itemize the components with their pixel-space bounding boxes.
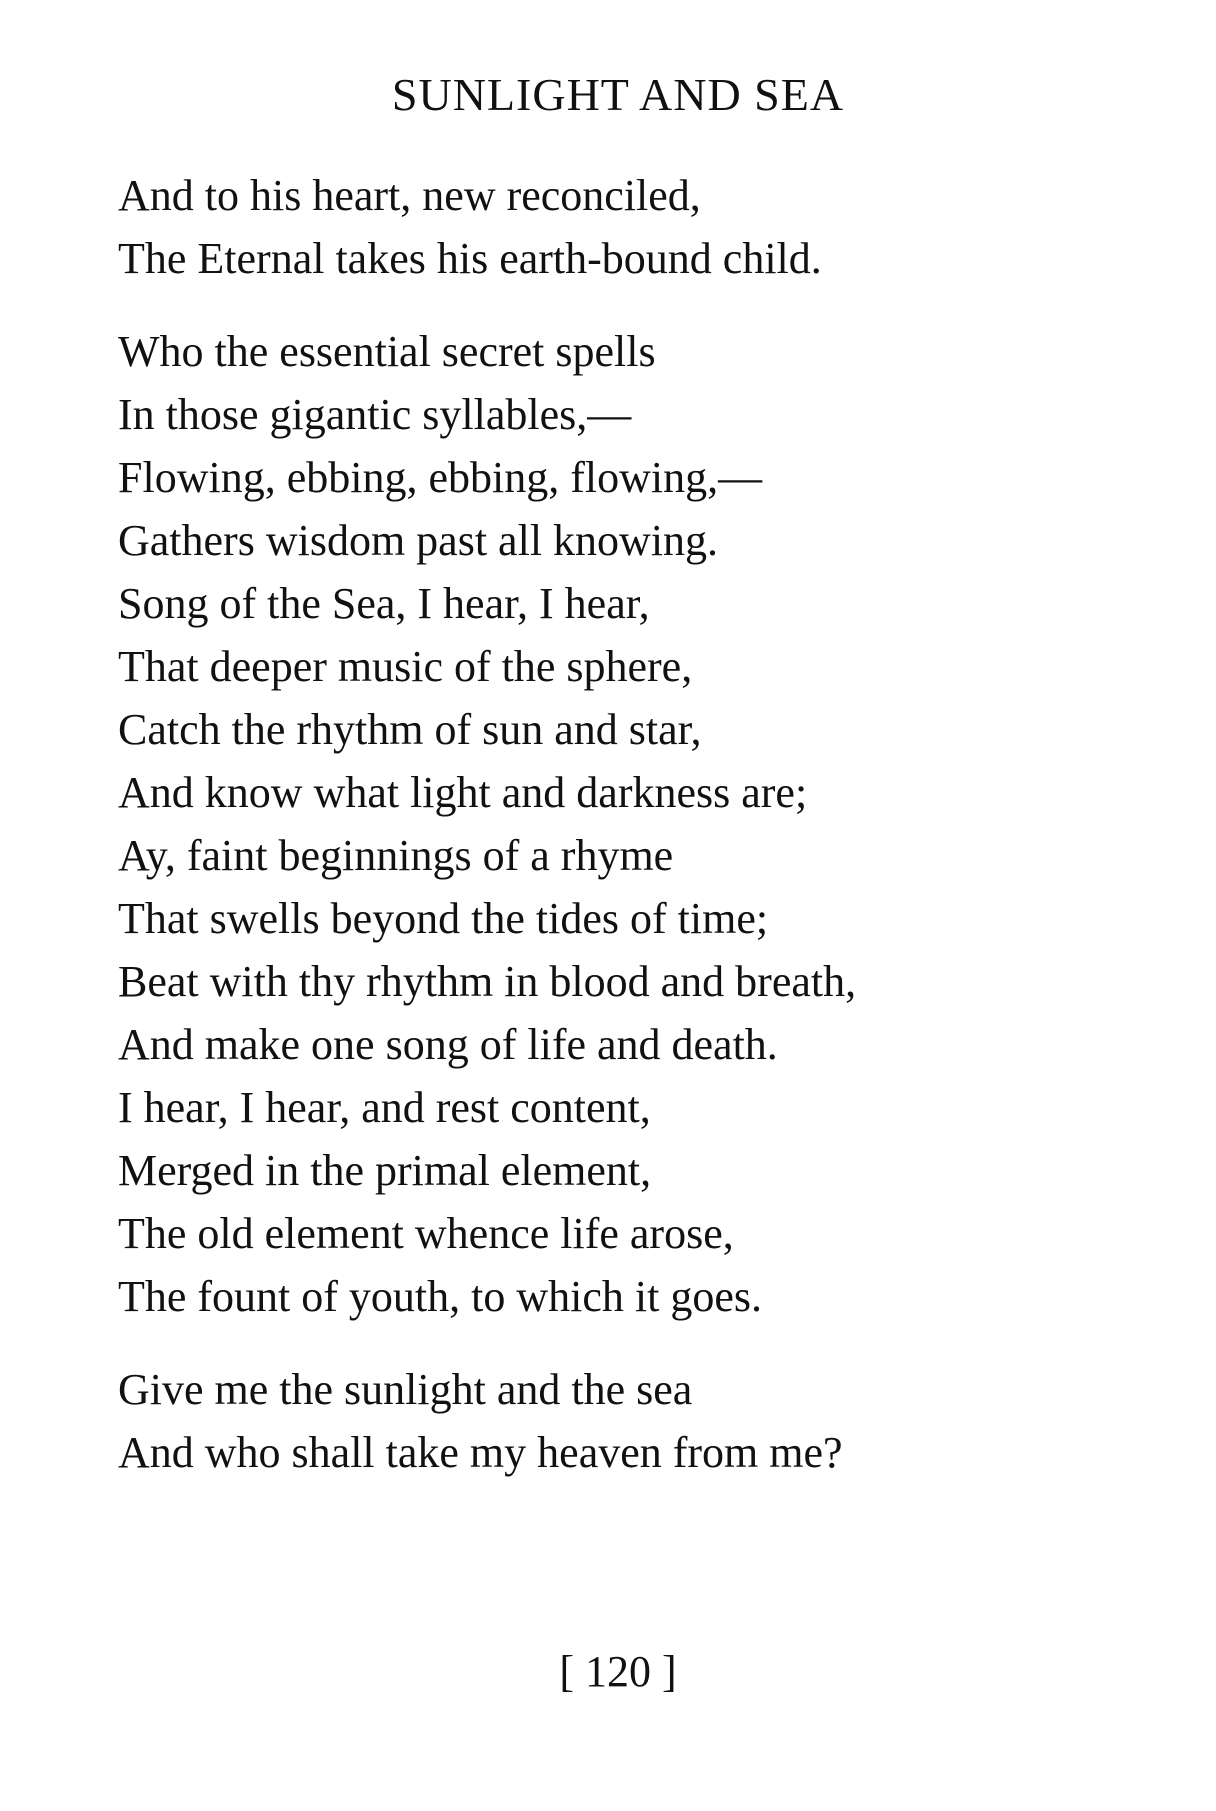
poem-line: Beat with thy rhythm in blood and breath, [118, 957, 857, 1006]
poem-line: In those gigantic syllables,— [118, 390, 632, 439]
poem-line: The Eternal takes his earth-bound child. [118, 234, 822, 283]
poem-line: And make one song of life and death. [118, 1020, 778, 1069]
poem-line: That swells beyond the tides of time; [118, 894, 769, 943]
poem-line: The fount of youth, to which it goes. [118, 1272, 763, 1321]
running-head: SUNLIGHT AND SEA [391, 69, 845, 120]
poem-line: That deeper music of the sphere, [118, 642, 693, 691]
poem-line: Catch the rhythm of sun and star, [118, 705, 702, 754]
poem-body [118, 164, 1118, 1484]
poem-line: Gathers wisdom past all knowing. [118, 516, 719, 565]
poem-line: Merged in the primal element, [118, 1146, 652, 1195]
poem-line: Give me the sunlight and the sea [118, 1365, 693, 1414]
poem-line: Flowing, ebbing, ebbing, flowing,— [118, 453, 763, 502]
poem-line: And who shall take my heaven from me? [118, 1428, 843, 1477]
poem-line: Ay, faint beginnings of a rhyme [118, 831, 674, 880]
stanza-2 [118, 320, 1118, 1328]
poem-line: The old element whence life arose, [118, 1209, 734, 1258]
stanza-1 [118, 164, 1118, 290]
poem-line: Who the essential secret spells [118, 327, 656, 376]
poem-line: And to his heart, new reconciled, [118, 171, 701, 220]
poem-line: And know what light and darkness are; [118, 768, 808, 817]
poem-line: I hear, I hear, and rest content, [118, 1083, 651, 1132]
page-number: [ 120 ] [559, 1647, 677, 1696]
stanza-3 [118, 1358, 1118, 1484]
poem-line: Song of the Sea, I hear, I hear, [118, 579, 650, 628]
